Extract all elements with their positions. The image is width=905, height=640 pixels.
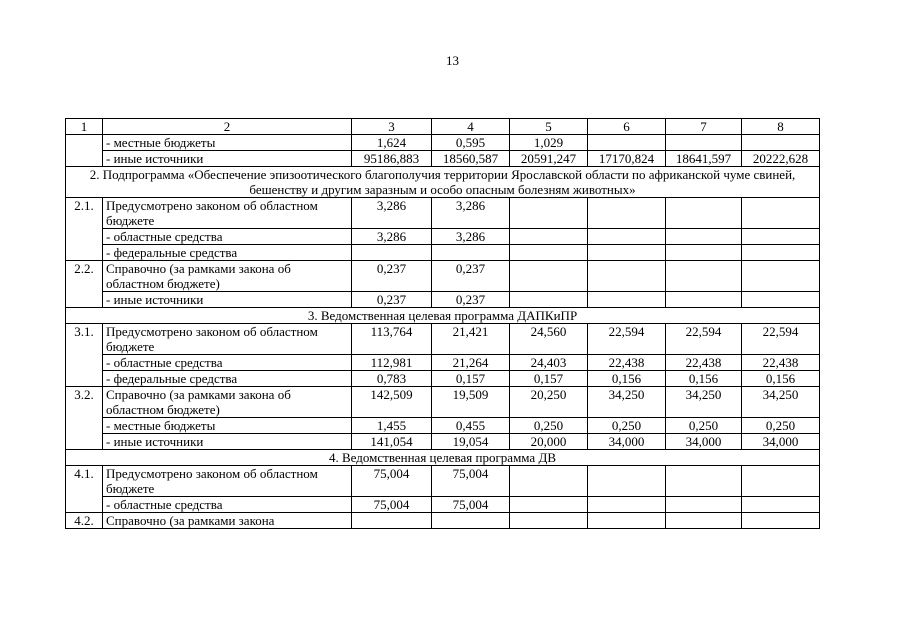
value-cell: [588, 245, 666, 261]
value-cell: [742, 135, 820, 151]
value-cell: 0,250: [666, 418, 742, 434]
page-number: 13: [446, 53, 459, 68]
section-heading: 2. Подпрограмма «Обеспечение эпизоотического благополучия территории Ярославской области по африканской чуме свиней, бешенству и другим заразным и особо опасным болезням животных»: [66, 167, 820, 198]
value-cell: 141,054: [352, 434, 432, 450]
value-cell: 3,286: [432, 198, 510, 229]
value-cell: [510, 466, 588, 497]
value-cell: 20591,247: [510, 151, 588, 167]
value-cell: 0,250: [742, 418, 820, 434]
value-cell: [666, 513, 742, 529]
table-row: [66, 245, 820, 261]
value-cell: 21,264: [432, 355, 510, 371]
value-cell: [742, 198, 820, 229]
row-label: Справочно (за рамками закона об областном бюджете): [103, 261, 352, 292]
header-cell: 2: [103, 119, 352, 135]
value-cell: [588, 513, 666, 529]
table-row: [66, 497, 820, 513]
value-cell: 0,157: [432, 371, 510, 387]
row-label: Справочно (за рамками закона об областном бюджете): [103, 387, 352, 418]
value-cell: [588, 466, 666, 497]
value-cell: [666, 466, 742, 497]
value-cell: [510, 513, 588, 529]
row-label: Предусмотрено законом об областном бюджете: [103, 324, 352, 355]
value-cell: 3,286: [432, 229, 510, 245]
table-row: [66, 387, 820, 418]
row-label: - областные средства: [103, 497, 352, 513]
value-cell: [742, 513, 820, 529]
value-cell: [588, 198, 666, 229]
table-row: [66, 418, 820, 434]
row-label: - федеральные средства: [103, 245, 352, 261]
value-cell: 95186,883: [352, 151, 432, 167]
table-row: [66, 229, 820, 245]
value-cell: 22,438: [588, 355, 666, 371]
row-label: - местные бюджеты: [103, 418, 352, 434]
value-cell: 24,403: [510, 355, 588, 371]
table-row: [66, 135, 820, 151]
table-row: [66, 434, 820, 450]
value-cell: 19,509: [432, 387, 510, 418]
row-label: - иные источники: [103, 151, 352, 167]
header-cell: 4: [432, 119, 510, 135]
value-cell: 0,595: [432, 135, 510, 151]
value-cell: [666, 261, 742, 292]
value-cell: [666, 229, 742, 245]
value-cell: 1,624: [352, 135, 432, 151]
value-cell: 3,286: [352, 229, 432, 245]
value-cell: 1,029: [510, 135, 588, 151]
table-row: [66, 324, 820, 355]
value-cell: [588, 229, 666, 245]
value-cell: 0,156: [742, 371, 820, 387]
value-cell: [510, 198, 588, 229]
header-cell: 7: [666, 119, 742, 135]
value-cell: [666, 292, 742, 308]
value-cell: 1,455: [352, 418, 432, 434]
section-heading: 4. Ведомственная целевая программа ДВ: [66, 450, 820, 466]
value-cell: 0,237: [432, 261, 510, 292]
value-cell: [742, 466, 820, 497]
value-cell: [588, 292, 666, 308]
row-number: 4.2.: [66, 513, 103, 529]
section-row: [66, 450, 820, 466]
value-cell: 24,560: [510, 324, 588, 355]
value-cell: 75,004: [432, 466, 510, 497]
value-cell: [666, 245, 742, 261]
value-cell: 0,237: [432, 292, 510, 308]
value-cell: 34,000: [742, 434, 820, 450]
table-row: [66, 513, 820, 529]
header-cell: 1: [66, 119, 103, 135]
value-cell: 34,250: [742, 387, 820, 418]
value-cell: [742, 245, 820, 261]
row-number: 2.2.: [66, 261, 103, 308]
value-cell: [742, 261, 820, 292]
row-label: - иные источники: [103, 434, 352, 450]
value-cell: 0,455: [432, 418, 510, 434]
value-cell: [510, 497, 588, 513]
header-cell: 6: [588, 119, 666, 135]
value-cell: 112,981: [352, 355, 432, 371]
value-cell: 75,004: [352, 466, 432, 497]
value-cell: [352, 245, 432, 261]
header-cell: 3: [352, 119, 432, 135]
section-row: [66, 167, 820, 198]
value-cell: 0,250: [588, 418, 666, 434]
value-cell: 0,156: [666, 371, 742, 387]
value-cell: [510, 245, 588, 261]
value-cell: [510, 292, 588, 308]
value-cell: [666, 135, 742, 151]
row-number: 2.1.: [66, 198, 103, 261]
row-label: - федеральные средства: [103, 371, 352, 387]
value-cell: 34,250: [666, 387, 742, 418]
value-cell: [666, 198, 742, 229]
value-cell: [588, 261, 666, 292]
value-cell: 0,237: [352, 292, 432, 308]
row-label: - областные средства: [103, 229, 352, 245]
table-row: [66, 292, 820, 308]
value-cell: 113,764: [352, 324, 432, 355]
header-cell: 5: [510, 119, 588, 135]
table-header-row: [66, 119, 820, 135]
table-row: [66, 261, 820, 292]
value-cell: 18560,587: [432, 151, 510, 167]
value-cell: 22,594: [742, 324, 820, 355]
value-cell: 17170,824: [588, 151, 666, 167]
row-label: Предусмотрено законом об областном бюджете: [103, 198, 352, 229]
table-row: [66, 466, 820, 497]
value-cell: 0,156: [588, 371, 666, 387]
value-cell: 20,250: [510, 387, 588, 418]
value-cell: [666, 497, 742, 513]
row-label: - иные источники: [103, 292, 352, 308]
table-row: [66, 355, 820, 371]
row-label: Справочно (за рамками закона: [103, 513, 352, 529]
value-cell: 75,004: [432, 497, 510, 513]
value-cell: [588, 497, 666, 513]
value-cell: [432, 513, 510, 529]
value-cell: 0,237: [352, 261, 432, 292]
value-cell: 0,157: [510, 371, 588, 387]
value-cell: [510, 261, 588, 292]
table-row: [66, 371, 820, 387]
row-number-cell: [66, 135, 103, 167]
section-row: [66, 308, 820, 324]
value-cell: 22,594: [666, 324, 742, 355]
value-cell: 3,286: [352, 198, 432, 229]
header-cell: 8: [742, 119, 820, 135]
value-cell: 75,004: [352, 497, 432, 513]
row-number: 4.1.: [66, 466, 103, 513]
row-label: - областные средства: [103, 355, 352, 371]
table-row: [66, 198, 820, 229]
table-row: [66, 151, 820, 167]
value-cell: 22,438: [742, 355, 820, 371]
value-cell: 0,783: [352, 371, 432, 387]
budget-table: [65, 118, 820, 529]
value-cell: 34,000: [588, 434, 666, 450]
value-cell: [352, 513, 432, 529]
row-label: - местные бюджеты: [103, 135, 352, 151]
value-cell: 34,000: [666, 434, 742, 450]
row-number: 3.1.: [66, 324, 103, 387]
row-label: Предусмотрено законом об областном бюджете: [103, 466, 352, 497]
row-number: 3.2.: [66, 387, 103, 450]
value-cell: 0,250: [510, 418, 588, 434]
value-cell: [742, 229, 820, 245]
value-cell: 20,000: [510, 434, 588, 450]
value-cell: 22,594: [588, 324, 666, 355]
value-cell: 22,438: [666, 355, 742, 371]
value-cell: 21,421: [432, 324, 510, 355]
value-cell: 34,250: [588, 387, 666, 418]
value-cell: 142,509: [352, 387, 432, 418]
value-cell: [742, 292, 820, 308]
value-cell: 19,054: [432, 434, 510, 450]
value-cell: [588, 135, 666, 151]
value-cell: [432, 245, 510, 261]
value-cell: [742, 497, 820, 513]
value-cell: 20222,628: [742, 151, 820, 167]
value-cell: 18641,597: [666, 151, 742, 167]
section-heading: 3. Ведомственная целевая программа ДАПКиПР: [66, 308, 820, 324]
value-cell: [510, 229, 588, 245]
